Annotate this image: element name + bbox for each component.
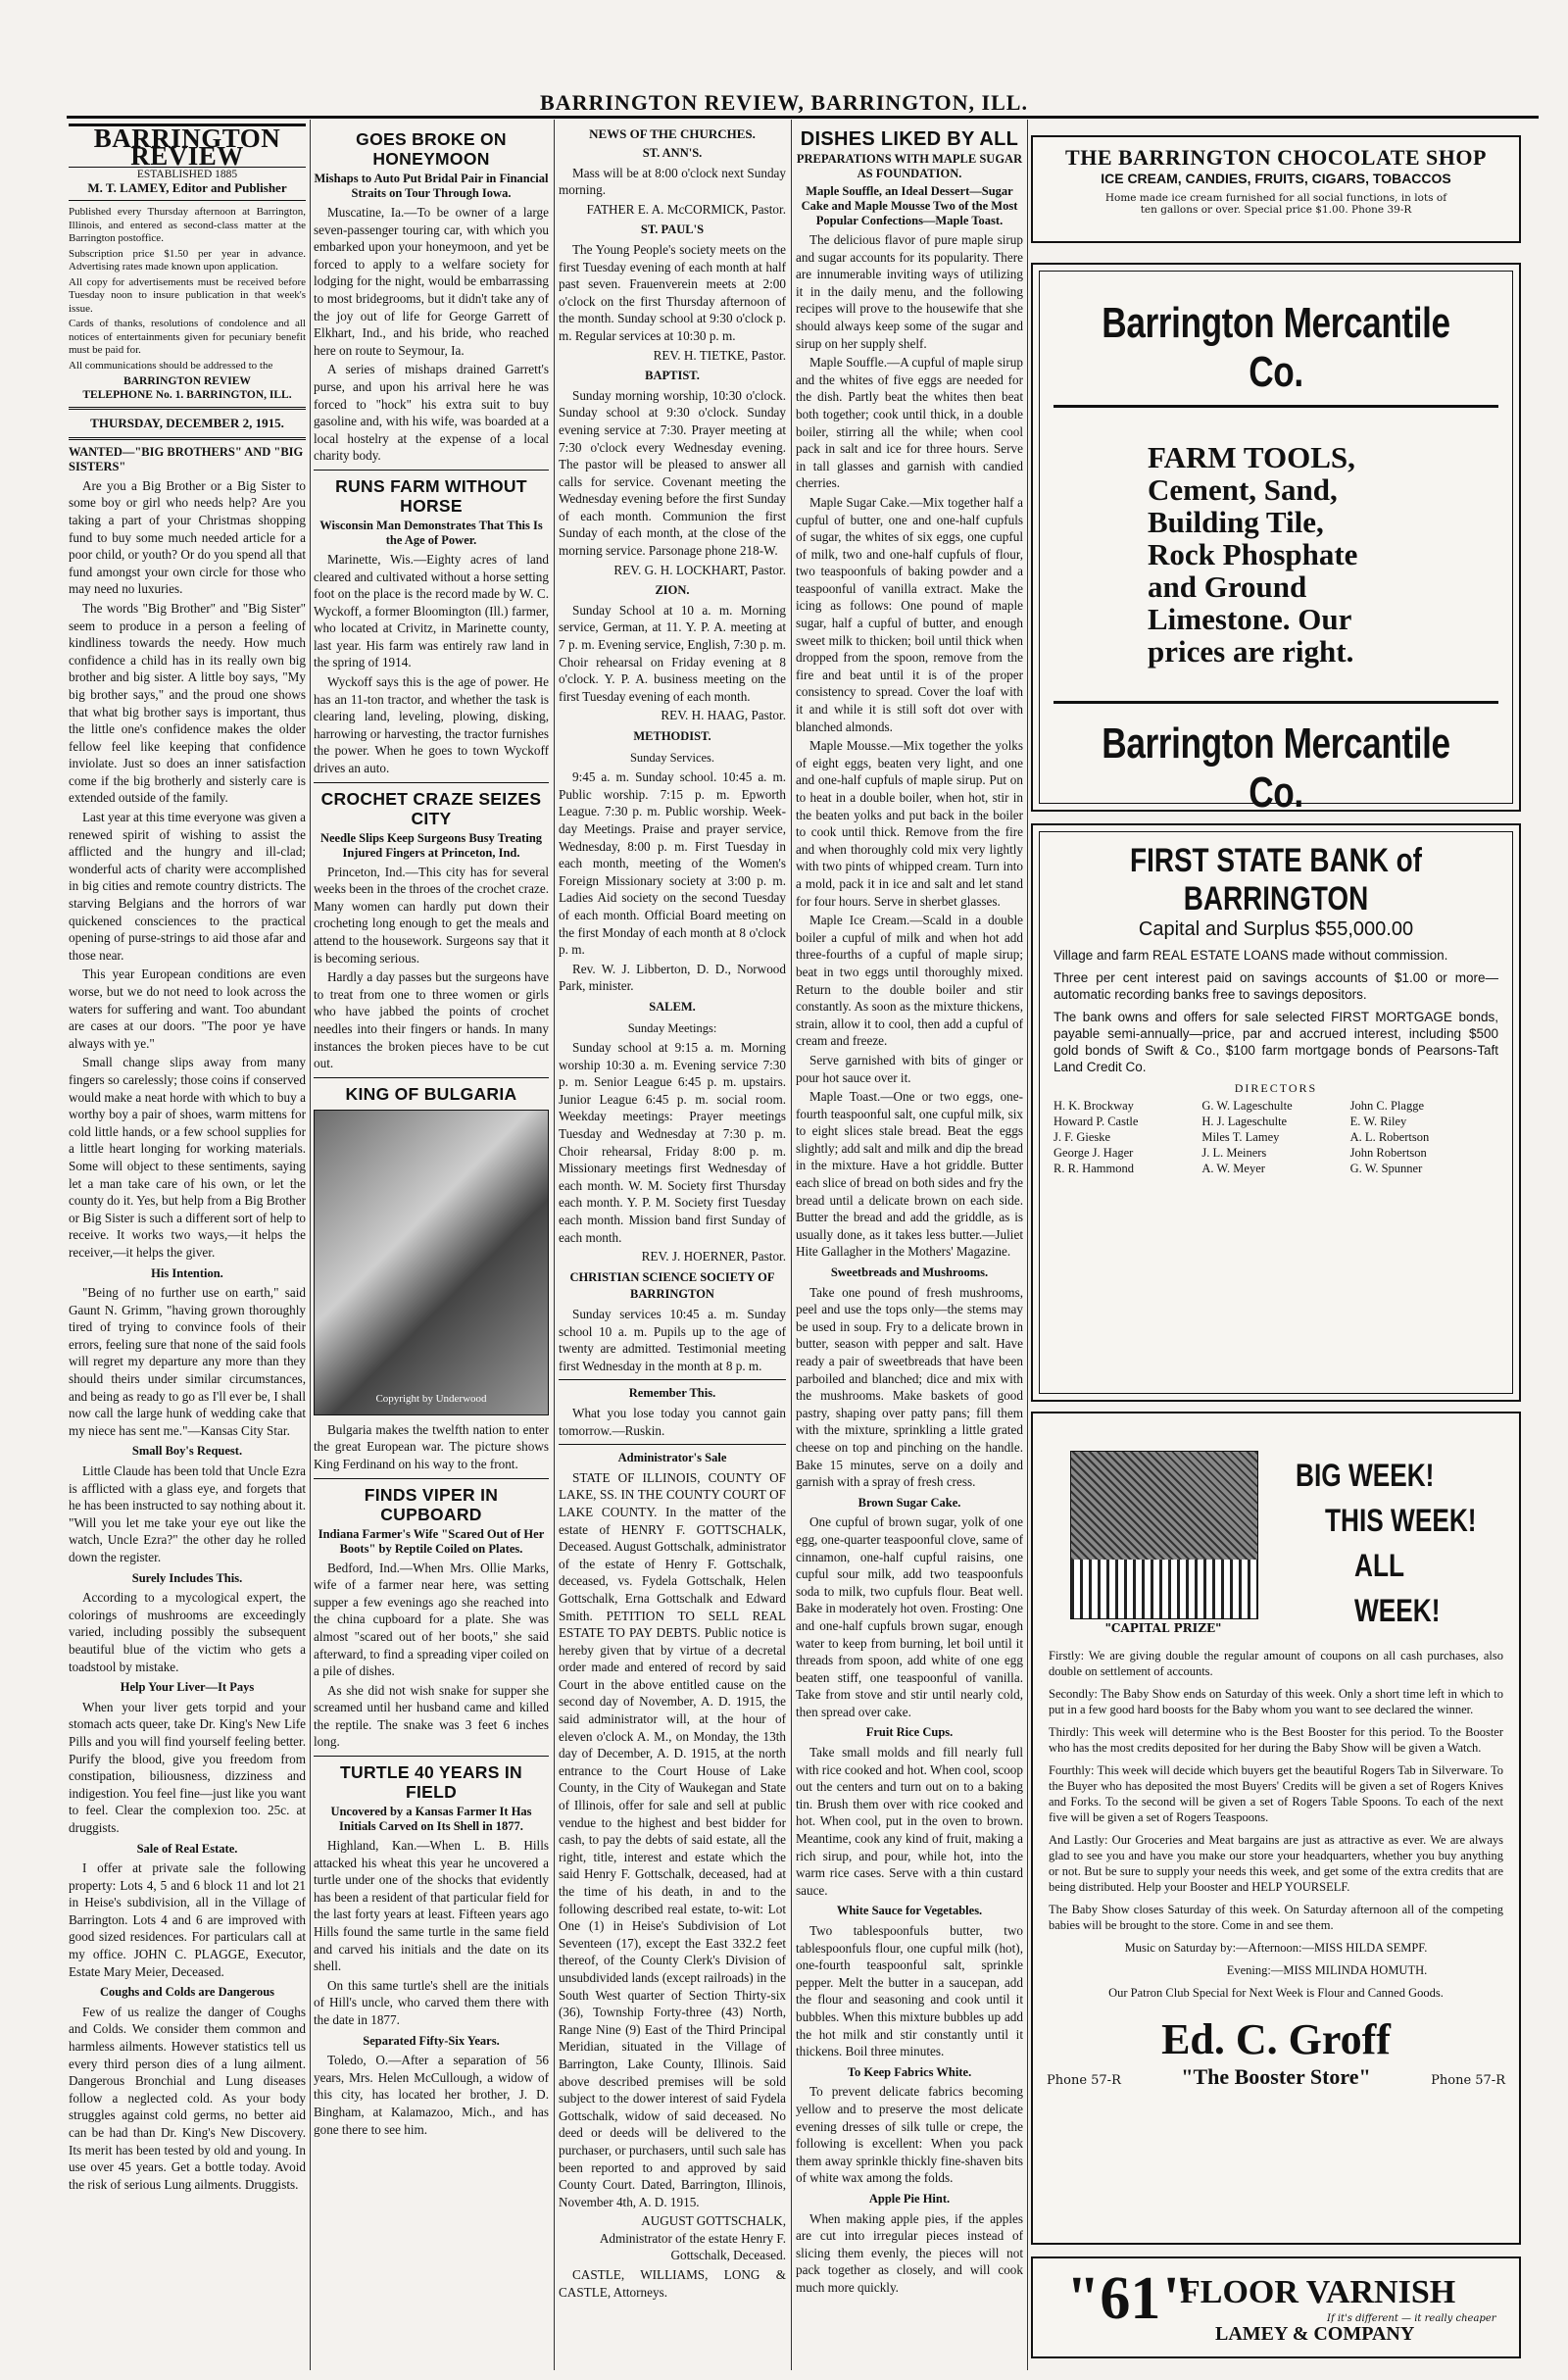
mercantile-line: Rock Phosphate [1148,537,1358,571]
dishes-paragraph: Maple Sugar Cake.—Mix together half a cupful of butter, one and one-half cupfuls of sugar, the whites of six eggs, one cupful of milk, two and one-half cupfuls of flour, two teaspoonfuls of baking powder and a teaspoonful of vanilla extract. Make the icing as follows: One pound of maple sugar, half a cupful of butter, and enough sweet milk to thicken; boil until thick when dropped from the spoon, remove from the fire and beat until it is of the proper consistency to spread. Cover the loaf with it and while it is still soft dot over with blanched almonds. [796,494,1023,734]
bulgaria-body: Bulgaria makes the twelfth nation to enter the great European war. The picture shows King Ferdinand on his way to the front. [314,1421,549,1471]
issue-date: THURSDAY, DECEMBER 2, 1915. [90,416,284,431]
groff-body [1033,1641,1519,2090]
mercantile-ad [1031,263,1521,817]
admin-heading: Administrator's Sale [617,1451,727,1465]
groff-paragraph: Secondly: The Baby Show ends on Saturday of this week. Only a short time left in which to put in a few good hard boosts for the Baby whom you want to see declared the winner. [1049,1687,1503,1716]
keep-heading: To Keep Fabrics White. [847,2064,972,2079]
stpauls-body: The Young People's society meets on the first Tuesday evening of each month at half past seven. Frauenverein meets at 2:00 o'clock on the first Thursday afternoon of the month. Sunday school at 9:30 o'clock p. m. Regular services at 10:30 p. m. [559,241,786,343]
dishes-paragraph: Maple Ice Cream.—Scald in a double boiler a cupful of milk and when hot add three-fourths of a cupful of maple sirup; beat in two eggs until thoroughly mixed. Return to the double boiler and stir constantly. As soon as the mixture thickens, strain, allow it to cool, then add a cupful of cream and freeze. [796,913,1023,1049]
sale-body: I offer at private sale the following property: Lots 4, 5 and 6 block 11 and lot 21 in Heise's subdivision, all in the Village of Barrington. Lots 4 and 6 are improved with good sized residences. For particulars call at my office. JOHN C. PLAGGE, Executor, Estate Mary Meier, Deceased. [69,1860,306,1979]
viper-paragraph: As she did not wish snake for supper she screamed until her husband came and killed the reptile. The snake was 3 feet 6 inches long. [314,1682,549,1750]
honeymoon-paragraph: Muscatine, Ia.—To be owner of a large seven-passenger touring car, with which you embarked upon your honeymoon, and yet be forced to apply to a welfare society for lodging for the night, would be embarrassing to most bridegrooms, but it didn't take any of the joy out of life for George Garrett of Elkhart, Ind., and his bride, who reached here on route to Seymour, Ia. [314,205,549,358]
established: ESTABLISHED 1885 [136,169,238,181]
big-week-block [1296,1453,1511,1633]
honeymoon-deck: Mishaps to Auto Put Bridal Pair in Financial Straits on Tour Through Iowa. [314,172,549,200]
stanns-body: Mass will be at 8:00 o'clock next Sunday morning. [559,165,786,198]
boys-heading: Small Boy's Request. [131,1444,243,1459]
brown-body: One cupful of brown sugar, yolk of one egg, one-quarter teaspoonful clove, same of cinnamon, one-half cupful raisins, one cupful sour milk, add two teaspoonfuls soda to milk, two cupfuls flour. Beat well. Bake in moderately hot oven. Frosting: One and one-half cupfuls brown sugar, enough water to keep from burning, let boil until it threads from spoon, add white of one egg beaten stiff, one teaspoonful of vanilla. Take from stove and stir until nearly cold, then spread over cake. [796,1514,1023,1719]
fifty-heading: Separated Fifty-Six Years. [363,2033,500,2048]
running-head: BARRINGTON REVIEW, BARRINGTON, ILL. [540,90,1028,115]
director: Miles T. Lamey [1201,1130,1280,1144]
bulgaria-heading: KING OF BULGARIA [345,1083,517,1104]
farm-paragraph: Wyckoff says this is the age of power. He has an 11-ton tractor, and whether the task is clearing land, leveling, plowing, disking, harrowing or harvesting, the tractor furnishes the power. When he goes to town Wyckoff drives an auto. [314,674,549,776]
choc-line: ten gallons or over. Special price $1.00. Phone 39-R [1140,204,1412,216]
methodist-heading: METHODIST. [633,729,711,743]
stanns-pastor: FATHER E. A. McCORMICK, Pastor. [586,201,786,217]
liver-heading: Help Your Liver—It Pays [120,1680,255,1695]
bank-name: FIRST STATE BANK of BARRINGTON [1130,842,1422,917]
big-week: BIG WEEK! [1296,1458,1435,1493]
dishes-paragraph: Maple Mousse.—Mix together the yolks of eight eggs, beaten very light, and one and one-half cupfuls of maple sirup. Put on to heat in a double boiler, when hot, stir in the beaten yolks and put back in the boiler to cook until thick. Remove from the fire and when thoroughly cold mix very lightly with two pints of whipped cream. Turn into a mold, pack it in ice and salt and let stand for four hours. Serve in sherbet glasses. [796,738,1023,909]
column-rule [310,120,311,2370]
admin-attorneys: CASTLE, WILLIAMS, LONG & CASTLE, Attorneys. [559,2267,786,2300]
apple-heading: Apple Pie Hint. [868,2191,951,2206]
column-1 [69,124,306,2368]
remember-heading: Remember This. [628,1386,716,1401]
viper-deck: Indiana Farmer's Wife "Scared Out of Her Boots" by Reptile Coiled on Plates. [318,1526,545,1556]
directors-title: DIRECTORS [1234,1081,1318,1095]
rule [1054,405,1498,408]
wanted-paragraph: Are you a Big Brother or a Big Sister to some boy or girl who needs help? Are you taking a part of your Christmas shopping fund to buy some much needed article for a poor child, or youth? Or do you spend all that fund amongst your own circle for those who may need no luxuries. [69,477,306,597]
subscription: Subscription price $1.50 per year in advance. Advertising rates made known upon application. [69,247,306,273]
rule [69,437,306,440]
rule [1054,701,1498,704]
groff-ad [1031,1412,1521,2245]
music-afternoon: Music on Saturday by:—Afternoon:—MISS HILDA SEMPF. [1124,1941,1428,1955]
salem-sub: Sunday Meetings: [627,1020,717,1035]
top-rule [67,116,1539,119]
wanted-heading: WANTED—"BIG BROTHERS" AND "BIG SISTERS" [69,444,304,473]
communications: All communications should be addressed to the [69,359,273,372]
editor: M. T. LAMEY, Editor and Publisher [87,180,287,196]
director: A. W. Meyer [1201,1162,1265,1175]
director: H. K. Brockway [1054,1099,1134,1113]
all-week: ALL WEEK! [1354,1548,1441,1628]
groff-paragraph: Fourthly: This week will decide which buyers get the beautiful Rogers Tab in Silverware. To the Buyer who has deposited the most Buyers' Credits will be given a set of Rogers Knives and Forks. To the second will be given a set of Rogers Table Spoons. To each of the next five will be given a set of Rogers Teaspoons. [1049,1763,1503,1824]
groff-paragraph: Thirdly: This week will determine who is the Best Booster for this period. To the Booster who has the most credits deposited for her during the Baby Show will be given a Watch. [1049,1725,1503,1755]
column-2 [314,124,549,2368]
mercantile-line: prices are right. [1148,634,1354,669]
king-photo [314,1110,549,1415]
director: John C. Plagge [1349,1099,1425,1113]
dishes-sub: PREPARATIONS WITH MAPLE SUGAR AS FOUNDATION. [796,152,1023,180]
director: H. J. Lageschulte [1201,1115,1288,1128]
fifty-body: Toledo, O.—After a separation of 56 years, Mrs. Helen McCullough, a widow of this city, has located her brother, J. D. Bingham, at Kalamazoo, Mich., and has gone there to see him. [314,2053,549,2137]
director: J. F. Gieske [1054,1130,1111,1144]
this-week: THIS WEEK! [1325,1503,1477,1538]
piano-caption: "CAPITAL PRIZE" [1104,1621,1222,1635]
intention-heading: His Intention. [151,1265,223,1280]
sweet-heading: Sweetbreads and Mushrooms. [830,1265,989,1280]
methodist-sub: Sunday Services. [629,750,715,765]
wanted-paragraph: Last year at this time everyone was given a renewed spirit of wishing to assist the afflicted and the hungry and ill-clad; wonderful acts of charity were accomplished in big cities and remote country districts. The starving Belgians and the horrors of war quickened consciences to the practical opening of purse-strings to aid those afar and those near. [69,810,306,963]
pub-notice: Published every Thursday afternoon at Barrington, Illinois, and entered as second-class matter at the Barrington postoffice. [69,206,306,245]
methodist-pastor: Rev. W. J. Libberton, D. D., Norwood Park, minister. [559,961,786,994]
crochet-deck: Needle Slips Keep Surgeons Busy Treating Injured Fingers at Princeton, Ind. [319,830,543,860]
surely-heading: Surely Includes This. [131,1570,243,1585]
director: G. W. Lageschulte [1201,1099,1293,1113]
dishes-deck: Maple Souffle, an Ideal Dessert—Sugar Cake and Maple Mousse Two of the Most Popular Confections—Maple Toast. [801,184,1018,227]
column-3 [559,124,786,2368]
methodist-body: 9:45 a. m. Sunday school. 10:45 a. m. Public worship. 7:15 p. m. Epworth League. 7:30 p. m. Public worship. Week-day Meetings. Praise and prayer service, Wednesday, 8:00 p. m. First Tuesday in each month, meeting of the Women's Foreign Missionary society at 3:00 p. m. Ladies Aid society on the second Tuesday of each month. Official Board meeting on the first Monday of each month at 8 o'clock p. m. [559,769,786,958]
copy-notice: All copy for advertisements must be received before Tuesday noon to insure publication in that week's issue. [69,275,306,315]
baptist-heading: BAPTIST. [645,369,700,383]
turtle-paragraph: On this same turtle's shell are the initials of Hill's uncle, who carved them there with the date in 1877. [314,1977,549,2027]
director: J. L. Meiners [1201,1146,1267,1160]
directors-list [1054,1098,1498,1176]
stanns-heading: ST. ANN'S. [642,146,703,160]
masthead: BARRINGTON REVIEW [69,124,306,168]
director: E. W. Riley [1349,1115,1407,1128]
footer-paper: BARRINGTON REVIEW [123,375,251,388]
wanted-paragraph: This year European conditions are even worse, but we do not need to look across the waters for suffering and want. Too abundant are cases at our doors. "The poor ye have always with ye." [69,967,306,1051]
groff-paragraph: And Lastly: Our Groceries and Meat bargains are just as attractive as ever. We are always glad to see you and have you make our store your headquarters, whether you buy anything or not. But be sure to supply your needs this week, and get some of the extra credits that are being distributed. Help your Booster and HELP YOURSELF. [1049,1833,1503,1894]
mercantile-border [1039,271,1513,817]
mercantile-line: FARM TOOLS, [1148,440,1355,474]
mercantile-line: Cement, Sand, [1148,472,1338,507]
dishes-paragraph: Maple Toast.—One or two eggs, one-fourth teaspoonful salt, one cupful milk, six to eight slices stale bread. Beat the eggs slightly; add salt and milk and dip the bread in the mixture. Have a hot griddle. Butter each slice of bread on both sides and fry the bread until a delicate brown on each side. Butter the bread and add the griddle, as is usually done, as it takes less butter.—Juliet Hite Gallagher in the Mothers' Magazine. [796,1089,1023,1260]
honeymoon-heading: GOES BROKE ON HONEYMOON [356,129,507,169]
telephone: TELEPHONE No. 1. BARRINGTON, ILL. [82,389,292,402]
rule [559,1379,786,1380]
rule [314,470,549,471]
admin-signature: AUGUST GOTTSCHALK, Administrator of the estate Henry F. Gottschalk, Deceased. [599,2213,786,2263]
white-heading: White Sauce for Vegetables. [836,1904,983,1918]
music-evening: Evening:—MISS MILINDA HOMUTH. [1226,1963,1428,1977]
admin-body: STATE OF ILLINOIS, COUNTY OF LAKE, SS. IN THE COUNTY COURT OF LAKE COUNTY. In the matter of the estate of HENRY F. GOTTSCHALK, Deceased. August Gottschalk, administrator of the estate of Henry F. Gottschalk, deceased, vs. Fydela Gottschalk, Helen Gottschalk, Erna Gottschalk and Edward Smith. PETITION TO SELL REAL ESTATE TO PAY DEBTS. Public notice is hereby given that by virtue of a decretal order made and entered of record by said Court in the above entitled cause on the second day of November, A. D. 1915, the said administrator will, at the hour of eleven o'clock A. M., on Monday, the 13th day of December, A. D. 1915, at the north entrance to the Court House of Lake County, in the City of Waukegan and State of Illinois, offer for sale and sell at public vendue to the highest and best bidder for cash, to pay the debts of said estate, all the right, title, interest and estate which the said Henry F. Gottschalk, deceased, had at the time of his death, in and to the following described real estate, to-wit: Lot One (1) in Heise's Subdivision of Lot Seventeen (17), except the East 332.2 feet thereof, of the County Clerk's Division of unsubdivided lands (except railroads) in the South West quarter of Section Thirty-six (36), Township Forty-three (43) North, Range Nine (9) East of the Third Principal Meridian, situated in the Village of Barrington, Lake County, Illinois. Said above described premises will be sold subject to the dower interest of said Fydela Gottschalk, widow of said deceased. No deed or deeds will be delivered to the purchaser, or purchasers, until such sale has been reported to and approved by said County Court. Dated, Barrington, Illinois, November 4th, A. D. 1915. [559,1469,786,2209]
rule [314,782,549,783]
column-4 [796,124,1023,2368]
turtle-deck: Uncovered by a Kansas Farmer It Has Initials Carved on Its Shell in 1877. [330,1805,532,1834]
viper-heading: FINDS VIPER IN CUPBOARD [364,1484,499,1524]
piano-lid [1071,1452,1257,1560]
viper-paragraph: Bedford, Ind.—When Mrs. Ollie Marks, wife of a farmer near here, was setting supper a few evenings ago she reached into the china cupboard for a plate. She was almost "scared out of her boots," she said afterward, to find a spreading viper coiled on a pile of dishes. [314,1560,549,1679]
patron-special: Our Patron Club Special for Next Week is Flour and Canned Goods. [1108,1986,1444,2000]
piano-illustration [1070,1451,1258,1619]
director: R. R. Hammond [1054,1162,1134,1175]
choc-line: Home made ice cream furnished for all social functions, in lots of [1104,192,1447,204]
science-body: Sunday services 10:45 a. m. Sunday school 10 a. m. Pupils up to the age of twenty are admitted. Testimonial meeting first Wednesday in the month at 8 p. m. [559,1307,786,1373]
baptist-pastor: REV. G. H. LOCKHART, Pastor. [613,562,786,577]
director: G. W. Spunner [1349,1162,1423,1175]
varnish-title: FLOOR VARNISH [1180,2274,1456,2310]
choc-sub: ICE CREAM, CANDIES, FRUITS, CIGARS, TOBACCOS [1101,171,1451,186]
varnish-ad [1031,2256,1521,2358]
salem-body: Sunday school at 9:15 a. m. Morning worship 10:30 a. m. Evening service 7:30 p. m. Senior League 6:45 p. m. upstairs. Junior League 6:45 p. m. social room. Weekday meetings: Prayer meetings Tuesday and Wednesday at 7:30 p. m. Choir rehearsal, Friday 8:00 p. m. Missionary meetings first Wednesday of each month. W. M. Society first Thursday each month. Y. P. M. Society first Tuesday each month. Mission band first Sunday of each month. [559,1040,786,1245]
rule [559,1444,786,1445]
crochet-paragraph: Hardly a day passes but the surgeons have to treat from one to three women or girls who have jabbed the points of crochet needles into their fingers or hands. In many instances the broken pieces have to be cut out. [314,969,549,1071]
rule [314,1478,549,1479]
chocolate-shop-ad [1031,135,1521,243]
varnish-number: "61" [1066,2265,1195,2332]
zion-body: Sunday School at 10 a. m. Morning service, German, at 11. Y. P. A. meeting at 7 p. m. Evening service, English, 7:30 p. m. Choir rehearsal on Friday evening at 8 o'clock. Y. P. A. business meeting on the first Tuesday evening of each month. [559,602,786,704]
crochet-heading: CROCHET CRAZE SEIZES CITY [320,788,542,828]
mercantile-name-bottom: Barrington Mercantile Co. [1102,719,1450,817]
white-body: Two tablespoonfuls butter, two tablespoonfuls flour, one cupful milk (hot), one-fourth teaspoonful salt, sprinkle pepper. Melt the butter in a saucepan, add the flour and seasoning and cook until it bubbles. When this mixture bubbles up add the hot milk and stir constantly until it thickens. Boil three minutes. [796,1923,1023,2059]
column-rule [554,120,555,2370]
coughs-body: Few of us realize the danger of Coughs and Colds. We consider them common and harmless ailments. However statistics tell us every third person dies of a lung ailment. Dangerous Bronchial and Lung diseases follow a neglected cold. As your body struggles against cold germs, no better aid can be had than Dr. King's New Discovery. Its merit has been tested by old and young. In use over 45 years. Get a bottle today. Avoid the risk of serious Lung ailments. Druggists. [69,2004,306,2192]
wanted-paragraph: The words "Big Brother" and "Big Sister" seem to produce in a person a feeling of kindliness towards the needy. How much confidence a child has in its really own big brother and big sister. A little boy says, "My big brother says," and the proud one shows that what big brother says is important, thus the little one's confidence makes the older fellow feel like keeping that confidence inviolate. Just so does an inner satisfaction come if the big brotherly and sisterly care is extended outside of the family. [69,600,306,806]
mercantile-name-top: Barrington Mercantile Co. [1102,299,1450,396]
phone-right: Phone 57-R [1431,2073,1505,2088]
mercantile-line: Limestone. Our [1148,602,1352,636]
choc-title: THE BARRINGTON CHOCOLATE SHOP [1065,145,1487,170]
farm-paragraph: Marinette, Wis.—Eighty acres of land cleared and cultivated without a horse setting foot on the place is the record made by W. C. Wyckoff, a former Bloomington (Ill.) farmer, who located at Crivitz, in Marinette county, last year. His farm was entirely raw land in the spring of 1914. [314,551,549,670]
bank-paragraph: Three per cent interest paid on savings accounts of $1.00 or more—automatic recording banks free to savings depositors. [1054,970,1498,1002]
coughs-heading: Coughs and Colds are Dangerous [99,1985,275,2000]
rule [314,1756,549,1757]
turtle-paragraph: Highland, Kan.—When L. B. Hills attacked his wheat this year he uncovered a turtle under one of the shocks that evidently has been a resident of that particular field for the last forty years at least. Fifteen years ago Hills found the same turtle in the same field and carved his initials and the date on its shell. [314,1838,549,1974]
dishes-paragraph: Maple Souffle.—A cupful of maple sirup and the whites of five eggs are needed for the dish. Partly beat the whites then beat both together; cook until thick, in a double boiler, stirring all the while; when cool pack in salt and ice for three hours. Serve in tall glasses and garnish with candied cherries. [796,355,1023,491]
crochet-paragraph: Princeton, Ind.—This city has for several weeks been in the throes of the crochet craze. Many women can hardly put down their crocheting long enough to get the meals and attend to the housework. Surgeons say that it is becoming serious. [314,864,549,966]
rule [69,407,306,410]
cards-notice: Cards of thanks, resolutions of condolence and all notices of entertainments given for pecuniary benefit must be paid for. [69,318,306,357]
photo-caption: Copyright by Underwood [375,1393,487,1406]
brown-heading: Brown Sugar Cake. [858,1495,961,1510]
varnish-company: LAMEY & COMPANY [1215,2323,1415,2345]
churches-heading: NEWS OF THE CHURCHES. [589,126,756,141]
boys-body: Little Claude has been told that Uncle Ezra is afflicted with a glass eye, and forgets that he has been instructed to say nothing about it. "Will you let me take your eye out like the watch, Uncle Ezra?" the other day he rolled down the register. [69,1463,306,1564]
keep-body: To prevent delicate fabrics becoming yellow and to preserve the most delicate evening dresses of silk tulle or crepe, the following is excellent: When you pack them away sprinkle thickly fine-shaven bits of white wax among the folds. [796,2084,1023,2186]
surely-body: According to a mycological expert, the colorings of mushrooms are exceedingly varied, including possibly the subsequent beautiful blue of the victim who gets a toadstool by mistake. [69,1590,306,1674]
director: Howard P. Castle [1054,1115,1139,1128]
rule [314,1077,549,1078]
column-rule [791,120,792,2370]
column-rule [1027,120,1028,2370]
zion-pastor: REV. H. HAAG, Pastor. [661,708,786,723]
mercantile-line: and Ground [1148,570,1307,604]
zion-heading: ZION. [655,583,690,598]
fruit-body: Take small molds and fill nearly full with rice cooked and hot. When cool, scoop out the centers and turn out on to a baking tin. Brush them over with rice cooked and hot. When cool, put in the oven to brown. Meantime, cook any kind of fruit, making a rich sirup, and pour, while hot, into the warm rice cases. Serve with a thin custard sauce. [796,1745,1023,1898]
director: George J. Hager [1054,1146,1134,1160]
stpauls-pastor: REV. H. TIETKE, Pastor. [653,347,786,363]
dishes-heading: DISHES LIKED BY ALL [800,128,1019,150]
mercantile-line: Building Tile, [1148,505,1324,539]
sale-heading: Sale of Real Estate. [136,1841,238,1856]
apple-body: When making apple pies, if the apples are cut into irregular pieces instead of slicing them evenly, the pieces will not pack together as closely, and will cook much more quickly. [796,2210,1023,2295]
director: John Robertson [1349,1146,1427,1160]
bank-paragraph: Village and farm REAL ESTATE LOANS made without commission. [1054,948,1448,963]
stpauls-heading: ST. PAUL'S [640,223,705,237]
groff-paragraph: Firstly: We are giving double the regular amount of coupons on all cash purchases, also double on settlement of accounts. [1049,1649,1503,1678]
bank-paragraph: The bank owns and offers for sale selected FIRST MORTGAGE bonds, payable semi-annually—price, par and accrued interest, including $500 gold bonds of Swift & Co., $100 farm mortgage bonds of Pearsons-Taft Land Credit Co. [1054,1010,1498,1074]
bank-ad [1031,823,1521,1402]
phone-left: Phone 57-R [1047,2073,1121,2088]
intention-body: "Being of no further use on earth," said Gaunt N. Grimm, "having grown thoroughly tired of trying to convince fools of their errors, feeling sure that none of the said fools will regret my departure any more than they should theirs under similar circumstances, and being as ready to go as I'll ever be, I shall now call the large hunk of wedding cake that my niece has sent me."—Kansas City Star. [69,1285,306,1438]
groff-name: Ed. C. Groff [1161,2015,1391,2063]
bank-capital: Capital and Surplus $55,000.00 [1138,918,1414,940]
dishes-paragraph: The delicious flavor of pure maple sirup and sugar accounts for its popularity. There are innumerable inviting ways of utilizing it in the daily menu, and the following recipes will prove to the housewife that she should always keep some of the sugar and sirup on her supply shelf. [796,232,1023,351]
bank-border [1039,831,1513,1394]
fruit-heading: Fruit Rice Cups. [865,1725,954,1740]
baptist-body: Sunday morning worship, 10:30 o'clock. Sunday school at 9:30 o'clock. Sunday evening service at 7:30. Prayer meeting at 7:30 o'clock every Wednesday evening. The pastor will be pleased to answer all calls for service. Covenant meeting the Wednesday evening before the first Sunday of each month. Communion the first Sunday of each month, at the close of the morning service. Parsonage phone 218-W. [559,387,786,559]
turtle-heading: TURTLE 40 YEARS IN FIELD [340,1762,522,1803]
salem-pastor: REV. J. HOERNER, Pastor. [641,1249,786,1264]
science-heading: CHRISTIAN SCIENCE SOCIETY OF BARRINGTON [569,1269,775,1302]
varnish-tagline: If it's different — it really cheaper [1327,2313,1496,2324]
remember-body: What you lose today you cannot gain tomorrow.—Ruskin. [559,1405,786,1438]
liver-body: When your liver gets torpid and your stomach acts queer, take Dr. King's New Life Pills and you will find yourself feeling better. Purify the blood, give you freedom from constipation, biliousness, dizziness and indigestion. You feel fine—just like you want to feel. Clear the complexion too. 25c. at druggists. [69,1699,306,1835]
farm-heading: RUNS FARM WITHOUT HORSE [335,475,527,516]
honeymoon-paragraph: A series of mishaps drained Garrett's purse, and upon his arrival here he was forced to "hock" his extra suit to buy gasoline and, with his wife, was boarded at a local hostelry at the expense of a local charity body. [314,362,549,464]
director: A. L. Robertson [1349,1130,1430,1144]
rule [69,200,306,201]
booster-store: "The Booster Store" [1181,2064,1371,2089]
groff-paragraph: The Baby Show closes Saturday of this week. On Saturday afternoon all of the competing babies will be brought to the store. Come in and see them. [1049,1903,1503,1932]
ads-column [1031,125,1521,2370]
dishes-paragraph: Serve garnished with bits of ginger or pour hot sauce over it. [796,1052,1023,1085]
salem-heading: SALEM. [649,999,696,1014]
farm-deck: Wisconsin Man Demonstrates That This Is the Age of Power. [319,518,543,547]
wanted-paragraph: Small change slips away from many fingers so carelessly; those coins if conserved would make a neat horde with which to buy a worthy boy a pair of shoes, warm mittens for cold little hands, or a few school supplies for a little heart longing for working materials. Some will object to these sentiments, saying let a man take care of his own, or let the county do it. Yes, but help from a Big Brother or Big Sister is such a different sort of help to receive. It works two ways,—it helps the receiver,—it helps the giver. [69,1055,306,1260]
sweet-body: Take one pound of fresh mushrooms, peel and use the tops only—the stems may be used in soup. Fry to a delicate brown in butter, season with pepper and salt. Have ready a pair of sweetbreads that have been parboiled and blanched; dice and mix with the mushrooms. Make baskets of good pastry, shaping over patty pans; fill them with the mixture, sprinkling a little grated cheese on top and pinching on the handle. Bake 15 minutes, serve on a doily and garnish with a spray of fresh cress. [796,1284,1023,1490]
groff-store-line [1047,2064,1505,2090]
